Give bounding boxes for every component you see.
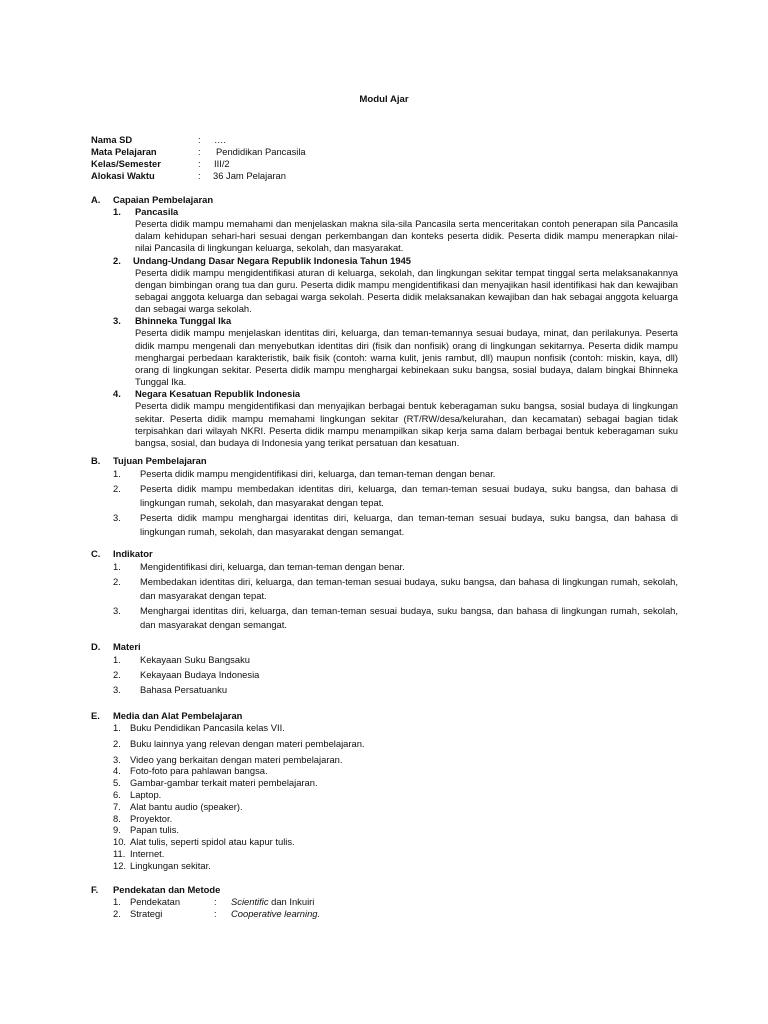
identity-value: 36 Jam Pelajaran xyxy=(213,170,286,181)
identity-value: III/2 xyxy=(214,158,230,169)
identity-row-subject xyxy=(91,146,306,158)
list-number: 7. xyxy=(113,800,121,812)
sub-title: Pancasila xyxy=(135,206,179,217)
list-text: Foto-foto para pahlawan bangsa. xyxy=(130,765,268,777)
list-text: Alat tulis, seperti spidol atau kapur tulis. xyxy=(130,836,295,848)
identity-label: Mata Pelajaran xyxy=(91,146,157,157)
list-number: 3. xyxy=(113,684,121,695)
identity-label: Nama SD xyxy=(91,134,133,145)
sub-number: 4. xyxy=(113,388,121,400)
method-value: Cooperative learning. xyxy=(231,908,321,919)
list-item xyxy=(113,789,678,801)
identity-colon: : xyxy=(198,158,201,169)
identity-label: Alokasi Waktu xyxy=(91,170,155,181)
method-label: Pendekatan xyxy=(130,896,181,907)
list-text: Alat bantu audio (speaker). xyxy=(130,800,243,812)
section-heading xyxy=(91,548,678,560)
list-number: 2. xyxy=(113,576,121,587)
method-value-rest: dan Inkuiri xyxy=(268,896,315,907)
list-text: Mengidentifikasi diri, keluarga, dan teman-teman dengan benar. xyxy=(140,561,405,572)
list-item xyxy=(113,813,678,825)
list-text: Gambar-gambar terkait materi pembelajaran. xyxy=(130,777,318,789)
identity-colon: : xyxy=(198,170,201,181)
list-text: Kekayaan Suku Bangsaku xyxy=(140,654,250,665)
list-number: 1. xyxy=(113,561,121,572)
section-indikator xyxy=(91,548,678,633)
list-text: Menghargai identitas diri, keluarga, dan teman-teman sesuai budaya, suku bangsa, dan bahasa di lingkungan rumah, sekolah, dan masyarakat dengan semangat. xyxy=(140,605,678,630)
list-item xyxy=(113,860,678,872)
list-text: Proyektor. xyxy=(130,812,173,824)
sub-heading xyxy=(113,255,678,267)
section-capaian xyxy=(91,194,678,449)
list-number: 12. xyxy=(113,859,127,871)
sub-heading xyxy=(113,388,678,400)
list-item xyxy=(113,604,678,632)
section-heading xyxy=(91,455,678,467)
list-number: 1. xyxy=(113,468,121,479)
sub-title: Bhinneka Tunggal Ika xyxy=(135,315,232,327)
list-number: 2. xyxy=(113,483,121,494)
section-title: Media dan Alat Pembelajaran xyxy=(113,710,243,721)
list-number: 3. xyxy=(113,753,121,765)
identity-value: Pendidikan Pancasila xyxy=(216,146,306,157)
list-item xyxy=(113,511,678,539)
section-heading xyxy=(91,194,678,206)
section-letter: E. xyxy=(91,710,100,721)
list-text: Buku lainnya yang relevan dengan materi pembelajaran. xyxy=(130,737,365,749)
method-colon: : xyxy=(214,908,217,919)
method-number: 2. xyxy=(113,908,121,919)
sub-paragraph: Peserta didik mampu mengidentifikasi aturan di keluarga, sekolah, dan lingkungan sekitar tempat tinggal serta melaksanakannya dengan bimbingan orang tua dan guru. Peserta didik mampu mengidentifikasi dan menyajikan hasil identifikasi hak dan kewajiban sebagai anggota keluarga dan sebagai warga sekolah. Peserta didik melaksanakan kewajiban dan hak sebagai anggota keluarga dan sebagai warga sekolah. xyxy=(135,266,678,315)
section-heading xyxy=(91,710,678,722)
list-number: 6. xyxy=(113,788,121,800)
sub-title: Negara Kesatuan Republik Indonesia xyxy=(135,388,301,400)
section-title: Materi xyxy=(113,641,141,652)
list-text: Peserta didik mampu mengidentifikasi diri, keluarga, dan teman-teman dengan benar. xyxy=(140,468,496,479)
section-letter: B. xyxy=(91,455,101,466)
list-item xyxy=(113,824,678,836)
identity-block xyxy=(91,134,306,182)
section-tujuan xyxy=(91,455,678,540)
list-number: 8. xyxy=(113,812,121,824)
section-heading xyxy=(91,641,678,653)
section-title: Tujuan Pembelajaran xyxy=(113,455,207,466)
sub-paragraph: Peserta didik mampu memahami dan menjelaskan makna sila-sila Pancasila serta menceritakan contoh penerapan sila Pancasila dalam kehidupan sehari-hari sesuai dengan perkembangan dan konteks peserta didik. Peserta didik mampu menerapkan nilai-nilai Pancasila di lingkungan keluarga, sekolah, dan masyarakat. xyxy=(135,218,678,254)
method-label: Strategi xyxy=(130,908,163,919)
list-text: Membedakan identitas diri, keluarga, dan teman-teman sesuai budaya, suku bangsa, dan bahasa di lingkungan rumah, sekolah, dan masyarakat dengan tepat. xyxy=(140,576,678,601)
list-number: 10. xyxy=(113,836,127,848)
sub-title: Undang-Undang Dasar Negara Republik Indonesia Tahun 1945 xyxy=(133,254,412,266)
section-title: Indikator xyxy=(113,548,153,559)
sub-heading xyxy=(113,206,678,218)
method-colon: : xyxy=(214,896,217,907)
list-text: Peserta didik mampu menghargai identitas diri, keluarga, dan teman-teman sesuai budaya, suku bangsa, dan bahasa di lingkungan rumah, sekolah, dan masyarakat dengan semangat. xyxy=(140,512,678,537)
list-text: Video yang berkaitan dengan materi pembelajaran. xyxy=(130,753,343,765)
identity-colon: : xyxy=(198,134,201,145)
list-number: 5. xyxy=(113,777,121,789)
identity-label: Kelas/Semester xyxy=(91,158,161,169)
section-pendekatan xyxy=(91,884,678,920)
list-item xyxy=(113,801,678,813)
list-text: Kekayaan Budaya Indonesia xyxy=(140,669,260,680)
list-text: Laptop. xyxy=(130,788,162,800)
identity-row-school xyxy=(91,134,306,146)
list-item xyxy=(113,653,678,667)
section-letter: A. xyxy=(91,194,101,205)
method-row xyxy=(113,896,678,908)
list-text: Bahasa Persatuanku xyxy=(140,684,228,695)
list-item xyxy=(113,722,678,734)
sub-paragraph: Peserta didik mampu mengidentifikasi dan menyajikan berbagai bentuk keberagaman suku bangsa, sosial budaya di lingkungan sekitar. Peserta didik mampu memahami lingkungan sekitar (RT/RW/desa/kelurahan, dan kecamatan) sebagai bagian tidak terpisahkan dari wilayah NKRI. Peserta didik mampu menampilkan sikap kerja sama dalam berbagai bentuk keberagaman suku bangsa, sosial, dan budaya di Indonesia yang terikat persatuan dan kesatuan. xyxy=(135,400,678,449)
sub-number: 1. xyxy=(113,206,121,217)
list-number: 1. xyxy=(113,654,121,665)
list-text: Internet. xyxy=(130,847,165,859)
section-letter: D. xyxy=(91,641,101,652)
identity-value: …. xyxy=(214,134,226,145)
sub-paragraph: Peserta didik mampu menjelaskan identitas diri, keluarga, dan teman-temannya sesuai budaya, minat, dan perilakunya. Peserta didik mampu mengenali dan menyebutkan identitas diri (fisik dan nonfisik) orang di lingkungan sekitarnya. Peserta didik mampu menghargai perbedaan karakteristik, baik fisik (contoh: warna kulit, jenis rambut, dll) maupun nonfisik (contoh: miskin, kaya, dll) orang di lingkungan sekitar. Peserta didik mampu menghargai kebinekaan suku bangsa, sosial budaya, dalam bingkai Bhinneka Tunggal Ika. xyxy=(135,327,678,388)
section-title: Capaian Pembelajaran xyxy=(113,194,214,205)
list-item xyxy=(113,575,678,603)
list-number: 3. xyxy=(113,605,121,616)
list-number: 3. xyxy=(113,512,121,523)
list-item xyxy=(113,668,678,682)
method-number: 1. xyxy=(113,896,121,907)
identity-colon: : xyxy=(198,146,201,157)
list-item xyxy=(113,560,678,574)
list-item xyxy=(113,738,678,750)
list-number: 4. xyxy=(113,765,121,777)
list-item xyxy=(113,777,678,789)
list-number: 2. xyxy=(113,737,121,749)
sub-number: 2. xyxy=(113,254,121,266)
identity-row-class xyxy=(91,158,306,170)
list-item xyxy=(113,754,678,766)
list-item xyxy=(113,765,678,777)
section-media xyxy=(91,710,678,872)
method-value: Scientific xyxy=(231,896,269,907)
list-number: 1. xyxy=(113,722,121,733)
method-row xyxy=(113,908,678,920)
list-number: 9. xyxy=(113,824,121,836)
sub-heading xyxy=(113,315,678,327)
list-text: Lingkungan sekitar. xyxy=(130,859,211,871)
list-item xyxy=(113,467,678,481)
list-text: Peserta didik mampu membedakan identitas diri, keluarga, dan teman-teman sesuai budaya, suku bangsa, dan bahasa di lingkungan rumah, sekolah, dan masyarakat dengan tepat. xyxy=(140,483,678,508)
list-number: 11. xyxy=(113,847,126,859)
document-title: Modul Ajar xyxy=(359,94,409,105)
list-item xyxy=(113,482,678,510)
identity-row-time xyxy=(91,170,306,182)
list-number: 2. xyxy=(113,669,121,680)
list-item xyxy=(113,683,678,697)
section-title: Pendekatan dan Metode xyxy=(113,884,221,895)
section-letter: C. xyxy=(91,548,101,559)
list-item xyxy=(113,848,678,860)
list-item xyxy=(113,836,678,848)
list-text: Buku Pendidikan Pancasila kelas VII. xyxy=(130,722,285,733)
section-materi xyxy=(91,641,678,698)
section-heading xyxy=(91,884,678,896)
sub-number: 3. xyxy=(113,315,121,327)
list-text: Papan tulis. xyxy=(130,824,179,836)
section-letter: F. xyxy=(91,884,99,895)
